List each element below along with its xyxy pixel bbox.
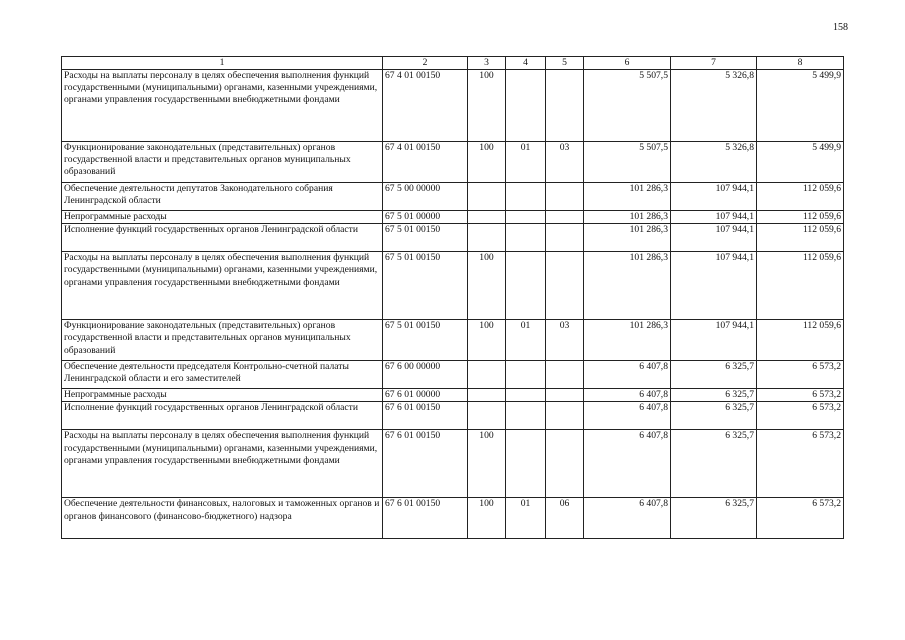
row-section [506,361,546,389]
row-description: Непрограммные расходы [62,389,383,402]
row-subsection [546,70,584,142]
row-expense-type: 100 [468,498,506,539]
row-value-year3: 6 573,2 [757,389,844,402]
row-description: Функционирование законодательных (представительных) органов государственной власти и представительных органов муниципальных образований [62,320,383,361]
row-value-year2: 5 326,8 [671,142,757,183]
row-value-year3: 6 573,2 [757,430,844,498]
row-expense-type: 100 [468,430,506,498]
row-value-year1: 6 407,8 [584,498,671,539]
row-value-year3: 6 573,2 [757,402,844,430]
row-target-code: 67 5 01 00150 [383,320,468,361]
row-description: Непрограммные расходы [62,211,383,224]
row-value-year1: 5 507,5 [584,70,671,142]
row-target-code: 67 6 01 00150 [383,402,468,430]
row-section [506,252,546,320]
row-value-year3: 112 059,6 [757,252,844,320]
row-section [506,402,546,430]
row-value-year2: 107 944,1 [671,320,757,361]
row-expense-type [468,402,506,430]
budget-table [61,56,844,539]
row-subsection [546,402,584,430]
row-value-year2: 6 325,7 [671,498,757,539]
row-target-code: 67 6 01 00150 [383,430,468,498]
row-value-year1: 101 286,3 [584,320,671,361]
row-value-year1: 6 407,8 [584,402,671,430]
row-expense-type [468,183,506,211]
row-value-year3: 112 059,6 [757,224,844,252]
row-section [506,389,546,402]
column-header: 6 [584,57,671,70]
row-value-year3: 112 059,6 [757,211,844,224]
row-description: Исполнение функций государственных органов Ленинградской области [62,224,383,252]
page-number: 158 [833,22,848,33]
column-header: 5 [546,57,584,70]
row-subsection: 06 [546,498,584,539]
row-description: Обеспечение деятельности председателя Контрольно-счетной палаты Ленинградской области и его заместителей [62,361,383,389]
row-target-code: 67 4 01 00150 [383,142,468,183]
table-row [62,430,844,498]
row-subsection [546,361,584,389]
column-header: 8 [757,57,844,70]
row-description: Обеспечение деятельности финансовых, налоговых и таможенных органов и органов финансового (финансово-бюджетного) надзора [62,498,383,539]
row-expense-type: 100 [468,142,506,183]
table-row [62,70,844,142]
row-subsection [546,252,584,320]
row-expense-type [468,361,506,389]
row-subsection [546,389,584,402]
table-row [62,183,844,211]
row-subsection [546,211,584,224]
table-row [62,211,844,224]
row-target-code: 67 5 01 00000 [383,211,468,224]
row-subsection: 03 [546,142,584,183]
row-value-year2: 5 326,8 [671,70,757,142]
row-value-year3: 112 059,6 [757,183,844,211]
table-row [62,389,844,402]
column-header: 7 [671,57,757,70]
row-value-year3: 6 573,2 [757,498,844,539]
table-row [62,320,844,361]
row-subsection: 03 [546,320,584,361]
column-header: 4 [506,57,546,70]
row-value-year3: 6 573,2 [757,361,844,389]
row-expense-type: 100 [468,70,506,142]
table-row [62,498,844,539]
row-description: Исполнение функций государственных органов Ленинградской области [62,402,383,430]
row-section: 01 [506,320,546,361]
row-expense-type [468,389,506,402]
row-value-year2: 107 944,1 [671,252,757,320]
table-row [62,361,844,389]
row-value-year1: 101 286,3 [584,252,671,320]
row-target-code: 67 5 00 00000 [383,183,468,211]
row-value-year2: 107 944,1 [671,183,757,211]
row-section [506,430,546,498]
column-header: 2 [383,57,468,70]
row-subsection [546,183,584,211]
row-description: Расходы на выплаты персоналу в целях обеспечения выполнения функций государственными (муниципальными) органами, казенными учреждениями, органами управления государственными внебюджетными фондами [62,252,383,320]
row-value-year1: 101 286,3 [584,183,671,211]
row-expense-type [468,224,506,252]
row-target-code: 67 6 01 00000 [383,389,468,402]
table-row [62,252,844,320]
column-header: 1 [62,57,383,70]
row-value-year2: 107 944,1 [671,211,757,224]
row-expense-type: 100 [468,252,506,320]
row-value-year1: 5 507,5 [584,142,671,183]
row-description: Расходы на выплаты персоналу в целях обеспечения выполнения функций государственными (муниципальными) органами, казенными учреждениями, органами управления государственными внебюджетными фондами [62,430,383,498]
row-value-year2: 6 325,7 [671,430,757,498]
row-value-year1: 101 286,3 [584,211,671,224]
row-subsection [546,224,584,252]
row-section [506,224,546,252]
row-section [506,183,546,211]
row-value-year1: 6 407,8 [584,430,671,498]
row-target-code: 67 6 01 00150 [383,498,468,539]
row-value-year1: 101 286,3 [584,224,671,252]
table-row [62,402,844,430]
row-target-code: 67 5 01 00150 [383,252,468,320]
row-section [506,70,546,142]
row-expense-type [468,211,506,224]
row-target-code: 67 6 00 00000 [383,361,468,389]
row-value-year3: 112 059,6 [757,320,844,361]
row-section [506,211,546,224]
table-row [62,224,844,252]
row-value-year2: 6 325,7 [671,402,757,430]
row-description: Расходы на выплаты персоналу в целях обеспечения выполнения функций государственными (муниципальными) органами, казенными учреждениями, органами управления государственными внебюджетными фондами [62,70,383,142]
row-value-year1: 6 407,8 [584,389,671,402]
row-value-year3: 5 499,9 [757,70,844,142]
row-section: 01 [506,498,546,539]
row-value-year1: 6 407,8 [584,361,671,389]
row-expense-type: 100 [468,320,506,361]
column-header: 3 [468,57,506,70]
row-subsection [546,430,584,498]
table-row [62,142,844,183]
row-value-year2: 6 325,7 [671,361,757,389]
row-description: Функционирование законодательных (представительных) органов государственной власти и представительных органов муниципальных образований [62,142,383,183]
row-target-code: 67 4 01 00150 [383,70,468,142]
row-value-year3: 5 499,9 [757,142,844,183]
row-description: Обеспечение деятельности депутатов Законодательного собрания Ленинградской области [62,183,383,211]
row-section: 01 [506,142,546,183]
row-value-year2: 107 944,1 [671,224,757,252]
row-value-year2: 6 325,7 [671,389,757,402]
row-target-code: 67 5 01 00150 [383,224,468,252]
table-header-row [62,57,844,70]
